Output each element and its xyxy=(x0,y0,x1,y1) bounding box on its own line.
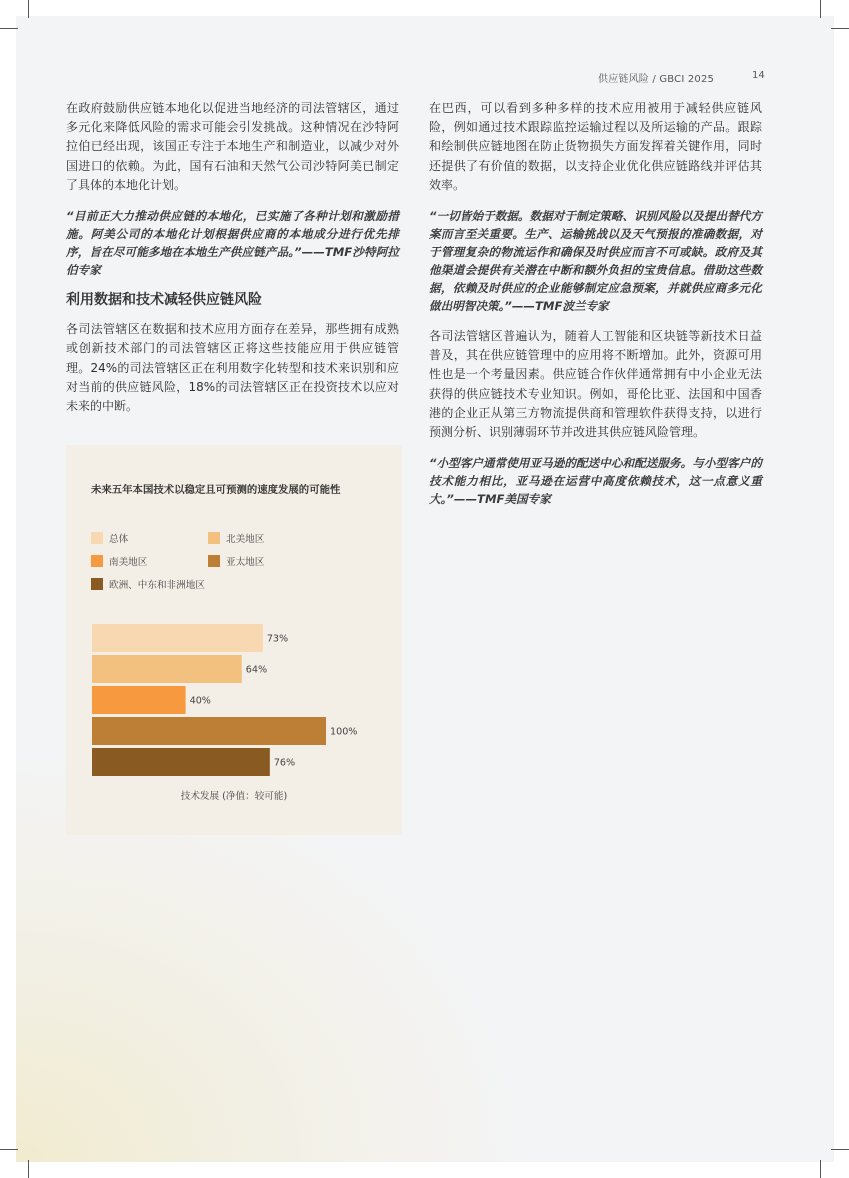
running-title: 供应链风险 / GBCI 2025 xyxy=(598,74,715,85)
bar-1 xyxy=(92,624,263,652)
legend-swatch xyxy=(208,532,220,544)
crop-mark xyxy=(831,28,849,29)
body-paragraph: 在巴西，可以看到多种多样的技术应用被用于减轻供应链风险，例如通过技术跟踪监控运输过程以及所运输的产品。跟踪和绘制供应链地图在防止货物损失方面发挥着关键作用，同时还提供了有价值的数据，以支持企业优化供应链路线并评估其效率。 xyxy=(429,101,762,192)
crop-mark xyxy=(820,0,821,18)
bar-value-label: 73% xyxy=(266,633,289,645)
bar-value-label: 100% xyxy=(330,726,358,738)
bar-value-label: 64% xyxy=(245,664,268,676)
pull-quote: “目前正大力推动供应链的本地化，已实施了各种计划和激励措施。阿美公司的本地化计划根据供应商的本地成分进行优先排序，旨在尽可能多地在本地生产供应链产品。”——TMF沙特阿拉伯专家 xyxy=(66,209,399,278)
bar-chart-plot xyxy=(66,620,402,780)
crop-mark xyxy=(820,1160,821,1178)
legend-label: 亚太地区 xyxy=(226,557,265,568)
body-paragraph: 各司法管辖区普遍认为，随着人工智能和区块链等新技术日益普及，其在供应链管理中的应用将不断增加。此外，资源可用性也是一个考量因素。供应链合作伙伴通常拥有中小企业无法获得的供应链技术专业知识。例如，哥伦比亚、法国和中国香港的企业正从第三方物流提供商和管理软件获得支持，以进行预测分析、识别薄弱环节并改进其供应链风险管理。 xyxy=(429,329,762,440)
crop-mark xyxy=(28,0,29,18)
page-number: 14 xyxy=(752,70,765,81)
legend-item xyxy=(91,577,205,591)
pull-quote: “一切皆始于数据。数据对于制定策略、识别风险以及提出替代方案而言至关重要。生产、运输挑战以及天气预报的准确数据，对于管理复杂的物流运作和确保及时供应而言不可或缺。政府及其他渠道会提供有关潜在中断和额外负担的宝贵信息。借助这些数据，依赖及时供应的企业能够制定应急预案，并就供应商多元化做出明智决策。”——TMF波兰专家 xyxy=(429,209,762,314)
legend-swatch xyxy=(91,532,103,544)
bar-5 xyxy=(92,748,270,776)
legend-label: 北美地区 xyxy=(226,534,265,545)
left-column xyxy=(66,99,399,428)
chart-title: 未来五年本国技术以稳定且可预测的速度发展的可能性 xyxy=(91,484,341,496)
crop-mark xyxy=(0,1149,18,1150)
bar-3 xyxy=(92,686,186,714)
legend-label: 欧洲、中东和非洲地区 xyxy=(109,580,205,591)
chart-panel xyxy=(66,445,402,835)
bar-value-label: 76% xyxy=(273,757,296,769)
right-column xyxy=(429,99,762,520)
crop-mark xyxy=(0,28,18,29)
legend-swatch xyxy=(208,555,220,567)
body-paragraph: 各司法管辖区在数据和技术应用方面存在差异，那些拥有成熟或创新技术部门的司法管辖区正将这些技能应用于供应链管理。24%的司法管辖区正在利用数字化转型和技术来识别和应对当前的供应链风险，18%的司法管辖区正在投资技术以应对未来的中断。 xyxy=(66,322,399,414)
body-paragraph: 在政府鼓励供应链本地化以促进当地经济的司法管辖区，通过多元化来降低风险的需求可能会引发挑战。这种情况在沙特阿拉伯已经出现，该国正专注于本地生产和制造业，以减少对外国进口的依赖。为此，国有石油和天然气公司沙特阿美已制定了具体的本地化计划。 xyxy=(66,101,399,192)
legend-item xyxy=(91,531,128,545)
crop-mark xyxy=(831,1149,849,1150)
legend-swatch xyxy=(91,578,103,590)
legend-item xyxy=(91,554,147,568)
bar-value-label: 40% xyxy=(189,695,211,707)
x-axis-label: 技术发展 (净值：较可能) xyxy=(180,791,288,802)
legend-swatch xyxy=(91,555,103,567)
bar-2 xyxy=(92,655,242,683)
bar-4 xyxy=(92,717,326,745)
pull-quote: “小型客户通常使用亚马逊的配送中心和配送服务。与小型客户的技术能力相比，亚马逊在运营中高度依赖技术，这一点意义重大。”——TMF美国专家 xyxy=(429,456,762,507)
section-heading: 利用数据和技术减轻供应链风险 xyxy=(66,292,262,309)
legend-item xyxy=(208,531,264,545)
legend-label: 总体 xyxy=(109,534,129,545)
legend-item xyxy=(208,554,264,568)
legend-label: 南美地区 xyxy=(109,557,148,568)
crop-mark xyxy=(28,1160,29,1178)
